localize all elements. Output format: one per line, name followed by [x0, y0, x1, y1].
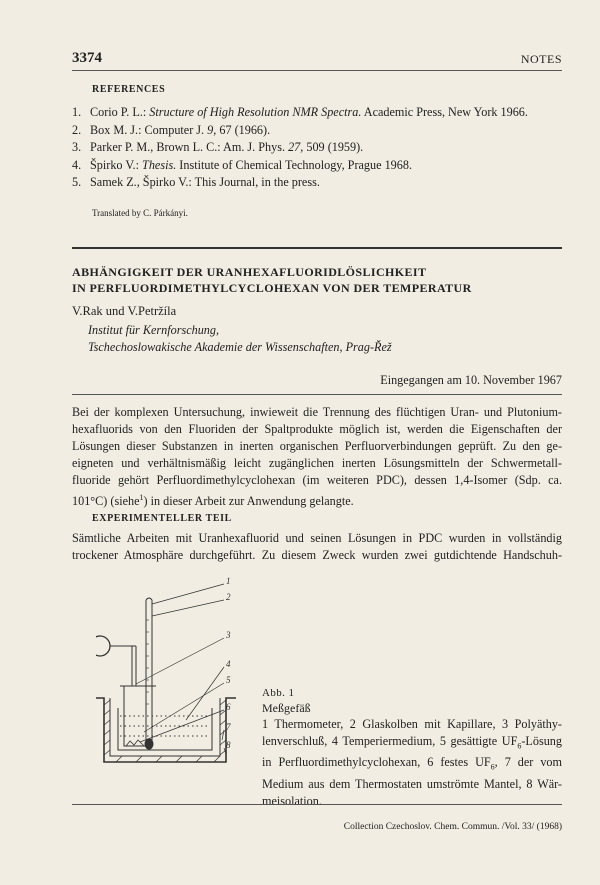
- figure-caption: 1 Thermometer, 2 Glaskolben mit Kapillare, 3 Polyäthy- lenverschluß, 4 Temperiermedium, 5 gesättigte $UF_6$-Lösung in Perfluordimethylcyclohexan, 6 festes $UF_6$, 7 der vom Medium aus dem Thermostaten umströmte Mantel, 8 Wär- meisolation.: [262, 717, 562, 808]
- figure-number: Abb. 1: [262, 687, 295, 699]
- article-affiliation: Institut für Kernforschung, Tschechoslowakische Akademie der Wissenschaften, Prag-Řež: [88, 323, 392, 354]
- figure-label-2: 2: [226, 592, 231, 602]
- intro-paragraph: Bei der komplexen Untersuchung, inwieweit die Trennung des flüchtigen Uran- und Plutonium- hexafluorids von den Fluoriden der Spaltprodukte möglich ist, werden die Eigenschaften der Lösungen dieser Substanzen in inerten organischen Perfluorverbindungen geprüft. Zu den ge- eigneten und verhältnismäßig leicht zugänglichen inerten Lösungsmitteln der Schwermetall- fluoride gehört Perfluordimethylcyclohexan (im weiteren PDC), dessen 1,4-Isomer (Sdp. ca. 101°C) (siehe$^1$) in dieser Arbeit zur Anwendung gelangte.: [72, 405, 562, 509]
- footer-rule: [72, 804, 562, 805]
- article-title: ABHÄNGIGKEIT DER URANHEXAFLUORIDLÖSLICHKEIT IN PERFLUORDIMETHYLCYCLOHEXAN VON DER TEMPERATUR: [72, 265, 472, 295]
- page-number: 3374: [72, 50, 102, 66]
- article-separator-rule: [72, 247, 562, 249]
- figure-label-5: 5: [226, 675, 231, 685]
- figure-label-6: 6: [226, 702, 231, 712]
- figure-label-7: 7: [226, 722, 231, 732]
- figure-label-8: 8: [226, 740, 231, 750]
- measuring-vessel-figure: [96, 570, 246, 770]
- journal-citation: Collection Czechoslov. Chem. Commun. /Vol. 33/ (1968): [343, 822, 562, 832]
- reference-item: 2. Box M. J.: Computer J. 9, 67 (1966).: [72, 122, 271, 137]
- reference-item: 1. Corio P. L.: Structure of High Resolution NMR Spectra. Academic Press, New York 1966.: [72, 105, 528, 119]
- section-label: NOTES: [520, 52, 562, 66]
- reference-list: [72, 104, 562, 192]
- experimental-paragraph: Sämtliche Arbeiten mit Uranhexafluorid und seinen Lösungen in PDC wurden in vollständig trockener Atmosphäre durchgeführt. Zu diesem Zweck wurden zwei gutdichtende Handschuh-: [72, 531, 562, 562]
- translator-note: Translated by C. Párkányi.: [92, 208, 188, 218]
- figure-label-4: 4: [226, 659, 231, 669]
- figure-label-1: 1: [226, 576, 231, 586]
- references-heading: REFERENCES: [92, 84, 166, 95]
- header-rule: [72, 70, 562, 71]
- figure-subtitle: Meßgefäß: [262, 701, 311, 715]
- abstract-rule: [72, 394, 562, 395]
- received-date: Eingegangen am 10. November 1967: [380, 373, 562, 387]
- experimental-heading: EXPERIMENTELLER TEIL: [92, 513, 232, 524]
- reference-item: 5. Samek Z., Špirko V.: This Journal, in the press.: [72, 175, 320, 189]
- reference-item: 4. Špirko V.: Thesis. Institute of Chemical Technology, Prague 1968.: [72, 157, 412, 172]
- figure-label-3: 3: [226, 630, 231, 640]
- article-authors: V.Rak und V.Petržíla: [72, 304, 177, 318]
- reference-item: 3. Parker P. M., Brown L. C.: Am. J. Phys. 27, 509 (1959).: [72, 140, 364, 154]
